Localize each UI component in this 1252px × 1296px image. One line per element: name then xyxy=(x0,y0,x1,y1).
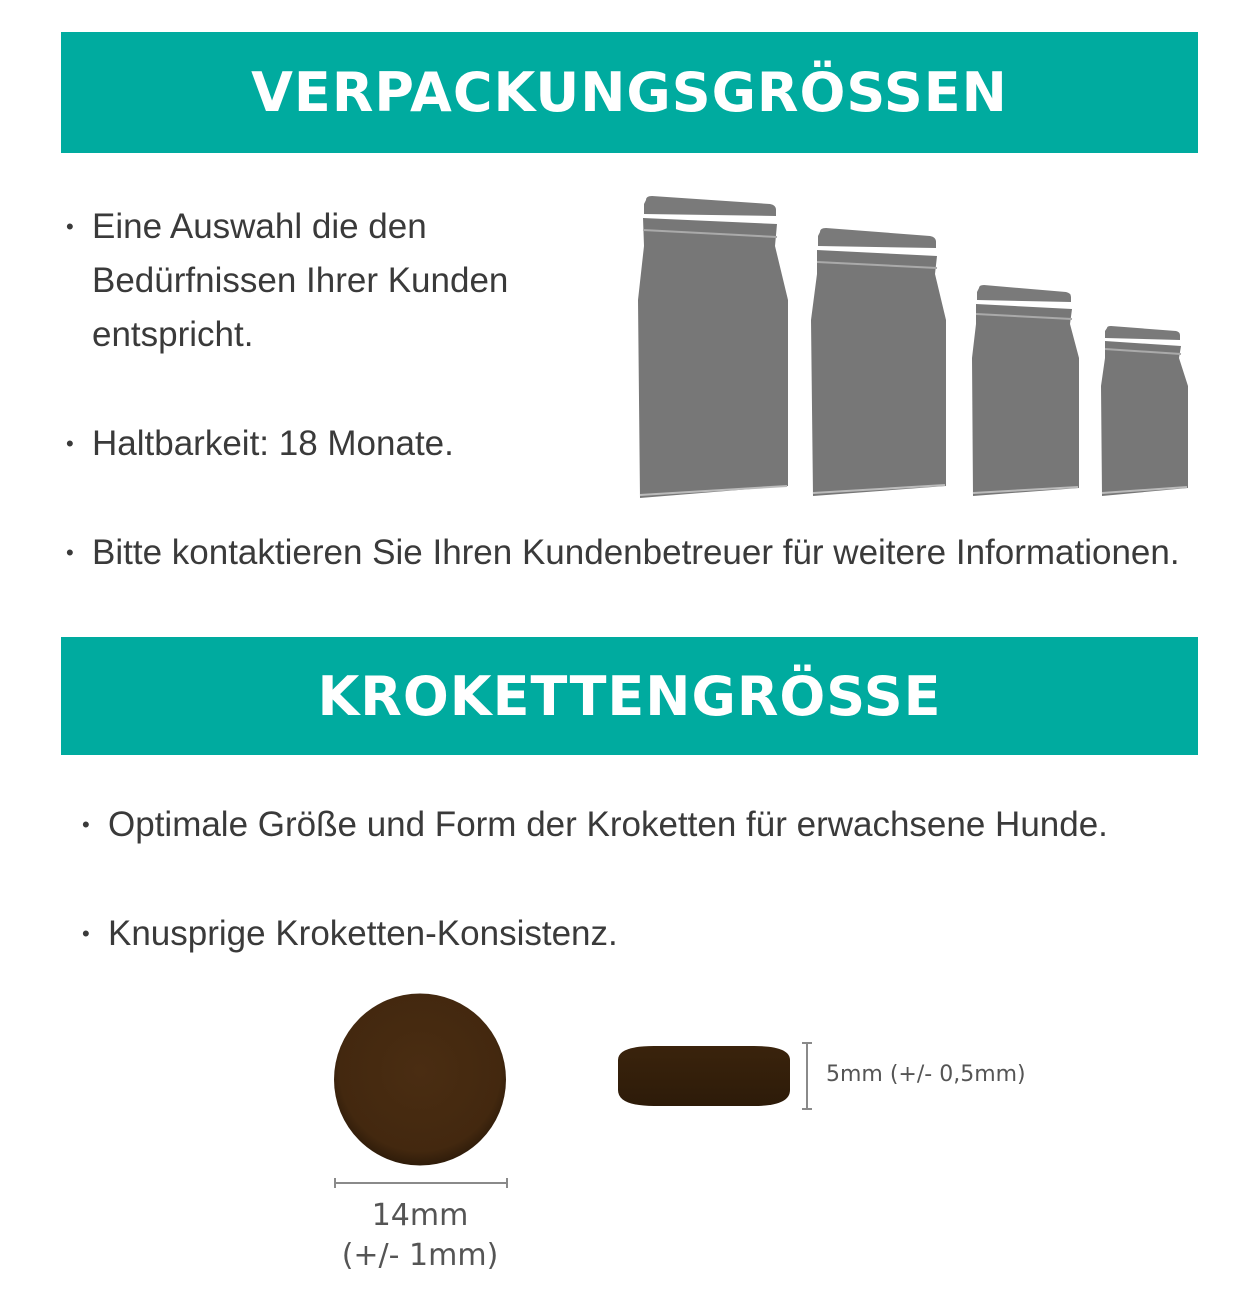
bullet-dot-icon: • xyxy=(82,921,90,946)
bag-extra-small-icon xyxy=(1101,326,1188,496)
bullet-shelf-life xyxy=(66,417,454,471)
bullet-text-line: Bedürfnissen Ihrer Kunden xyxy=(92,261,509,300)
kibble-width-label xyxy=(320,1196,520,1276)
section-title-kibble: KROKETTENGRÖSSE xyxy=(317,664,942,728)
bullet-text-line: Eine Auswahl die den xyxy=(92,207,427,246)
bag-large-icon xyxy=(638,196,788,498)
bag-small-icon xyxy=(972,285,1079,496)
bullet-selection xyxy=(66,200,509,362)
section-header-kibble xyxy=(61,637,1198,755)
kibble-top-view xyxy=(333,993,507,1166)
bullet-dot-icon: • xyxy=(66,540,74,565)
width-dimension-line xyxy=(334,1175,508,1191)
bullet-dot-icon: • xyxy=(66,214,74,239)
kibble-height-label: 5mm (+/- 0,5mm) xyxy=(826,1062,1026,1087)
bullet-text: Haltbarkeit: 18 Monate. xyxy=(92,424,454,463)
bullet-kibble-size xyxy=(82,798,1108,852)
kibble-side-view xyxy=(614,1040,794,1112)
section-title-packaging: VERPACKUNGSGRÖSSEN xyxy=(251,61,1008,124)
bag-medium-icon xyxy=(811,228,946,496)
kibble-width-tolerance: (+/- 1mm) xyxy=(341,1238,499,1273)
bullet-dot-icon: • xyxy=(82,812,90,837)
bullet-text-line: entspricht. xyxy=(92,315,254,354)
bullet-text: Knusprige Kroketten-Konsistenz. xyxy=(108,914,618,953)
kibble-width-value: 14mm xyxy=(371,1198,469,1233)
section-header-packaging xyxy=(61,32,1198,153)
bullet-dot-icon: • xyxy=(66,431,74,456)
bullet-text: Bitte kontaktieren Sie Ihren Kundenbetreuer für weitere Informationen. xyxy=(92,533,1180,572)
packaging-bags-illustration xyxy=(630,190,1200,510)
height-dimension-line xyxy=(798,1042,816,1110)
bullet-text: Optimale Größe und Form der Kroketten für erwachsene Hunde. xyxy=(108,805,1108,844)
bullet-contact xyxy=(66,526,1180,580)
bullet-kibble-texture xyxy=(82,907,618,961)
